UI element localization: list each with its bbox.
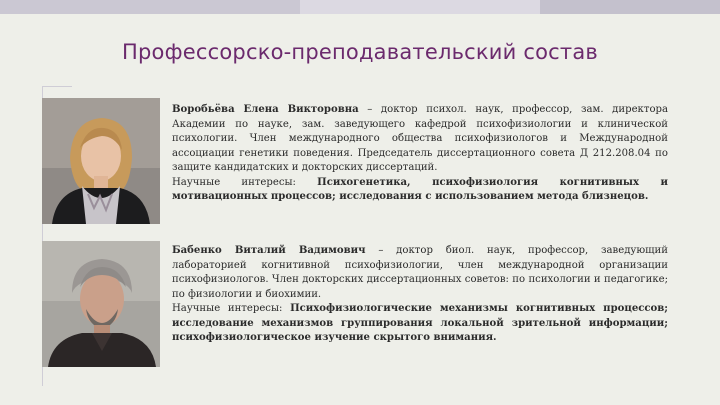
person-bio-text: – доктор биол. наук, профессор, заведующий лабораторией когнитивной психофизиологии, член международной организации психофизиологов. Член докторских диссертационных советов: по психологии и педагогике; по физиологии и биохимии.	[172, 245, 668, 300]
interests-label: Научные интересы:	[172, 176, 318, 188]
top-decor-bar	[0, 0, 720, 14]
decor-stripe	[540, 0, 720, 14]
interests-paragraph	[172, 176, 668, 205]
slide-title: Профессорско-преподавательский состав	[122, 40, 598, 64]
woman-portrait-photo	[42, 98, 160, 224]
person-bio-text: – доктор психол. наук, профессор, зам. директора Академии по науке, зам. заведующего кафедрой психофизиологии и клинической психологии. Член международного общества психофизиологов и Международной ассоциации генетики поведения. Председатель диссертационного совета Д 212.208.04 по защите кандидатских и докторских диссертаций.	[172, 104, 669, 173]
person-bio-2	[172, 244, 668, 346]
person-name: Бабенко Виталий Вадимович	[172, 245, 366, 256]
decor-line-horizontal	[42, 86, 72, 87]
bio-paragraph	[172, 244, 668, 302]
man-portrait-photo	[42, 241, 160, 367]
interests-text: Психогенетика, психофизиология когнитивных и мотивационных процессов; исследования с использованием метода близнецов.	[172, 176, 668, 202]
interests-label: Научные интересы:	[172, 303, 291, 314]
person-bio-1	[172, 103, 668, 205]
person-name: Воробьёва Елена Викторовна	[172, 104, 359, 115]
interests-text: Психофизиологические механизмы когнитивных процессов; исследование механизмов группирования локальной зрительной информации; психофизиологическое изучение скрытого внимания.	[172, 303, 669, 343]
decor-stripe	[300, 0, 540, 14]
interests-paragraph	[172, 302, 668, 346]
bio-paragraph	[172, 103, 668, 176]
decor-stripe	[0, 0, 300, 14]
